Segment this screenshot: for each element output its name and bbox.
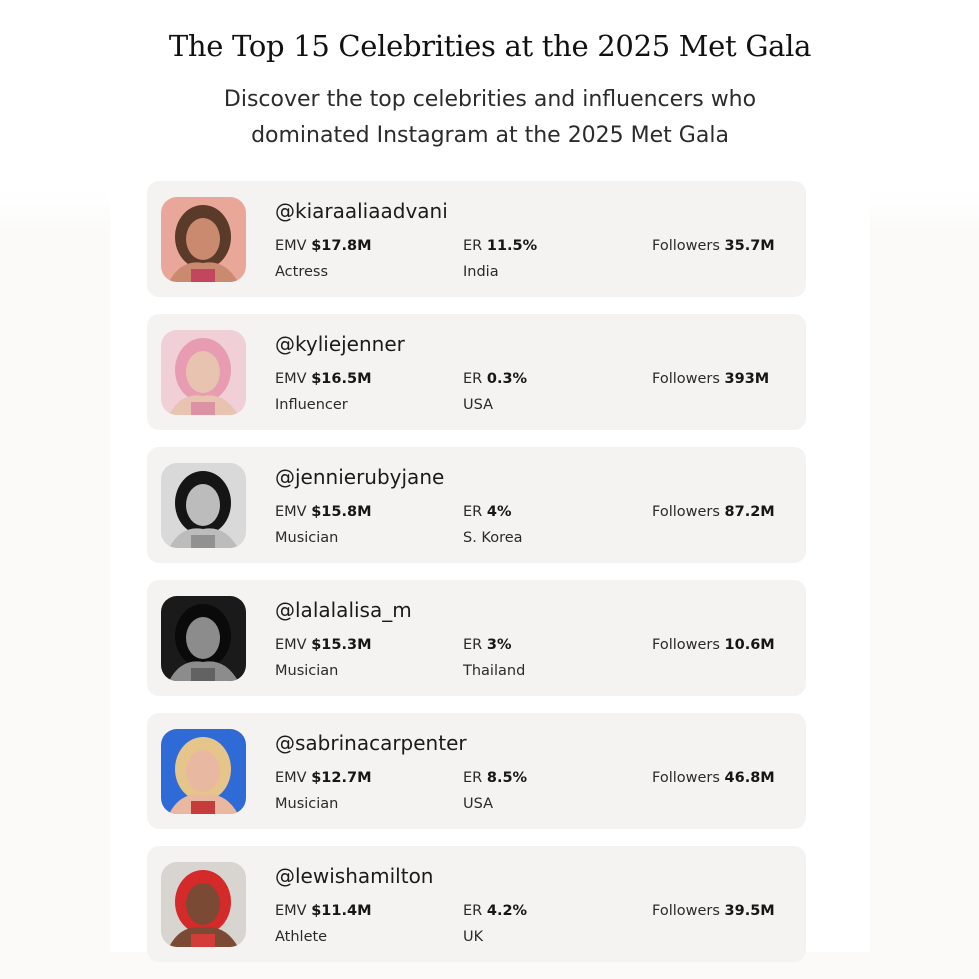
celebrity-country: UK [463,929,484,945]
celebrity-handle[interactable]: @sabrinacarpenter [275,731,467,755]
emv-label: EMV [275,238,307,254]
emv-value: $15.3M [311,637,372,653]
avatar[interactable] [161,729,246,814]
celebrity-country: USA [463,397,494,413]
er-stat [463,768,527,788]
celebrity-card[interactable] [147,314,806,430]
emv-stat [275,635,372,655]
followers-stat [652,901,775,921]
er-value: 11.5% [486,238,538,254]
er-label: ER [463,903,483,919]
er-label: ER [463,770,483,786]
celebrity-role: Musician [275,663,339,679]
er-stat [463,901,527,921]
celebrity-country: S. Korea [463,530,523,546]
er-value: 0.3% [486,371,528,387]
er-stat [463,635,511,655]
celebrity-role: Musician [275,530,339,546]
celebrity-role: Influencer [275,397,348,413]
celebrity-handle[interactable]: @kyliejenner [275,332,405,356]
followers-label: Followers [652,504,720,520]
celebrity-country: USA [463,796,494,812]
followers-label: Followers [652,770,720,786]
emv-stat [275,901,372,921]
page-title: The Top 15 Celebrities at the 2025 Met Gala [168,29,812,63]
followers-label: Followers [652,637,720,653]
followers-value: 10.6M [724,637,775,653]
er-value: 3% [486,637,512,653]
emv-label: EMV [275,637,307,653]
celebrity-handle[interactable]: @lewishamilton [275,864,434,888]
er-value: 4% [486,504,512,520]
followers-stat [652,369,769,389]
celebrity-card[interactable] [147,181,806,297]
er-value: 8.5% [486,770,528,786]
er-label: ER [463,371,483,387]
emv-label: EMV [275,770,307,786]
er-label: ER [463,637,483,653]
followers-value: 39.5M [724,903,775,919]
emv-label: EMV [275,371,307,387]
celebrity-role: Actress [275,264,328,280]
followers-stat [652,635,775,655]
emv-stat [275,236,372,256]
emv-stat [275,502,372,522]
celebrity-card[interactable] [147,580,806,696]
emv-value: $15.8M [311,504,372,520]
emv-stat [275,768,372,788]
celebrity-role: Musician [275,796,339,812]
celebrity-card[interactable] [147,713,806,829]
avatar[interactable] [161,463,246,548]
followers-label: Followers [652,238,720,254]
followers-value: 46.8M [724,770,775,786]
emv-value: $12.7M [311,770,372,786]
celebrity-country: India [463,264,499,280]
followers-stat [652,502,775,522]
followers-stat [652,236,775,256]
followers-stat [652,768,775,788]
followers-label: Followers [652,371,720,387]
avatar[interactable] [161,330,246,415]
followers-value: 393M [724,371,770,387]
followers-value: 35.7M [724,238,775,254]
er-label: ER [463,238,483,254]
followers-label: Followers [652,903,720,919]
emv-value: $16.5M [311,371,372,387]
emv-stat [275,369,372,389]
celebrity-card[interactable] [147,846,806,962]
er-value: 4.2% [486,903,528,919]
page-header [110,24,870,154]
er-stat [463,369,527,389]
er-label: ER [463,504,483,520]
celebrity-list [147,181,806,979]
celebrity-card[interactable] [147,447,806,563]
er-stat [463,502,511,522]
celebrity-handle[interactable]: @lalalalisa_m [275,598,412,622]
page-subtitle: Discover the top celebrities and influencers who dominated Instagram at the 2025 Met Gala [223,87,757,148]
emv-value: $11.4M [311,903,372,919]
er-stat [463,236,537,256]
avatar[interactable] [161,596,246,681]
celebrity-handle[interactable]: @jennierubyjane [275,465,445,489]
avatar[interactable] [161,197,246,282]
celebrity-role: Athlete [275,929,328,945]
emv-label: EMV [275,903,307,919]
celebrity-handle[interactable]: @kiaraaliaadvani [275,199,448,223]
celebrity-country: Thailand [463,663,526,679]
emv-value: $17.8M [311,238,372,254]
followers-value: 87.2M [724,504,775,520]
avatar[interactable] [161,862,246,947]
emv-label: EMV [275,504,307,520]
